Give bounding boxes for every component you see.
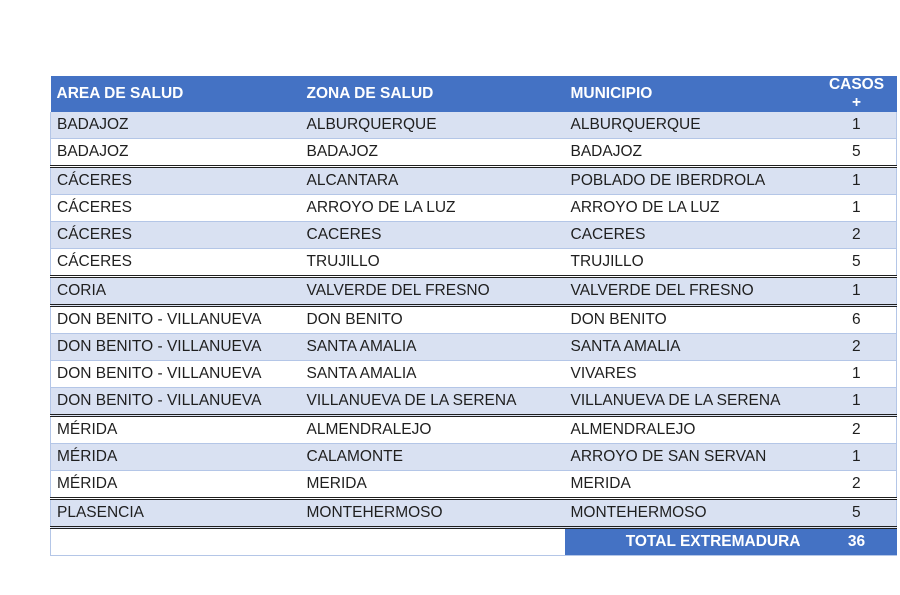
cell-casos: 1 [817, 361, 897, 388]
cell-municipio: TRUJILLO [565, 249, 817, 277]
cell-zona: ALBURQUERQUE [301, 112, 565, 139]
cell-area: BADAJOZ [51, 112, 301, 139]
cell-zona: ALCANTARA [301, 167, 565, 195]
cell-area: DON BENITO - VILLANUEVA [51, 388, 301, 416]
cell-zona: CALAMONTE [301, 444, 565, 471]
cell-area: CÁCERES [51, 195, 301, 222]
cell-zona: ARROYO DE LA LUZ [301, 195, 565, 222]
cell-area: MÉRIDA [51, 444, 301, 471]
cell-zona: SANTA AMALIA [301, 334, 565, 361]
cell-area: MÉRIDA [51, 416, 301, 444]
cell-area: MÉRIDA [51, 471, 301, 499]
cell-casos: 5 [817, 499, 897, 528]
cell-zona: ALMENDRALEJO [301, 416, 565, 444]
cell-zona: MERIDA [301, 471, 565, 499]
total-blank-cell [51, 528, 565, 556]
table-row [51, 167, 897, 195]
table-row [51, 388, 897, 416]
cell-area: DON BENITO - VILLANUEVA [51, 306, 301, 334]
cell-zona: CACERES [301, 222, 565, 249]
cell-zona: DON BENITO [301, 306, 565, 334]
table-row [51, 112, 897, 139]
cell-area: CORIA [51, 277, 301, 306]
total-row [51, 528, 897, 556]
table-row [51, 499, 897, 528]
table-row [51, 277, 897, 306]
cell-zona: BADAJOZ [301, 139, 565, 167]
cell-casos: 2 [817, 334, 897, 361]
cell-municipio: DON BENITO [565, 306, 817, 334]
cell-municipio: MONTEHERMOSO [565, 499, 817, 528]
table-row [51, 249, 897, 277]
table-row [51, 416, 897, 444]
table-row [51, 306, 897, 334]
table-row [51, 444, 897, 471]
cell-municipio: VALVERDE DEL FRESNO [565, 277, 817, 306]
table-header-row [51, 76, 897, 112]
cell-casos: 2 [817, 471, 897, 499]
cell-municipio: BADAJOZ [565, 139, 817, 167]
table-row [51, 139, 897, 167]
cell-municipio: ARROYO DE SAN SERVAN [565, 444, 817, 471]
table-row [51, 195, 897, 222]
cell-area: CÁCERES [51, 167, 301, 195]
header-area: AREA DE SALUD [51, 76, 301, 112]
cell-municipio: POBLADO DE IBERDROLA [565, 167, 817, 195]
cell-municipio: MERIDA [565, 471, 817, 499]
cell-casos: 1 [817, 444, 897, 471]
table-row [51, 471, 897, 499]
table-row [51, 361, 897, 388]
cell-municipio: SANTA AMALIA [565, 334, 817, 361]
table-row [51, 334, 897, 361]
cell-zona: MONTEHERMOSO [301, 499, 565, 528]
cell-area: CÁCERES [51, 249, 301, 277]
cell-area: DON BENITO - VILLANUEVA [51, 361, 301, 388]
cell-casos: 1 [817, 388, 897, 416]
cell-zona: SANTA AMALIA [301, 361, 565, 388]
header-casos: CASOS + [817, 76, 897, 112]
total-value: 36 [817, 528, 897, 556]
cell-zona: VALVERDE DEL FRESNO [301, 277, 565, 306]
cell-zona: TRUJILLO [301, 249, 565, 277]
cell-area: BADAJOZ [51, 139, 301, 167]
cell-casos: 6 [817, 306, 897, 334]
header-zona: ZONA DE SALUD [301, 76, 565, 112]
cell-casos: 1 [817, 195, 897, 222]
cell-municipio: CACERES [565, 222, 817, 249]
cell-casos: 1 [817, 167, 897, 195]
cases-table [50, 76, 897, 556]
cell-municipio: ALBURQUERQUE [565, 112, 817, 139]
cell-municipio: ALMENDRALEJO [565, 416, 817, 444]
cell-zona: VILLANUEVA DE LA SERENA [301, 388, 565, 416]
total-label: TOTAL EXTREMADURA [565, 528, 817, 556]
cell-municipio: VIVARES [565, 361, 817, 388]
cell-casos: 1 [817, 277, 897, 306]
table-row [51, 222, 897, 249]
header-municipio: MUNICIPIO [565, 76, 817, 112]
cell-casos: 5 [817, 139, 897, 167]
cell-area: CÁCERES [51, 222, 301, 249]
cell-casos: 2 [817, 222, 897, 249]
cell-area: PLASENCIA [51, 499, 301, 528]
cell-casos: 2 [817, 416, 897, 444]
cell-municipio: ARROYO DE LA LUZ [565, 195, 817, 222]
cell-casos: 5 [817, 249, 897, 277]
cell-area: DON BENITO - VILLANUEVA [51, 334, 301, 361]
cell-casos: 1 [817, 112, 897, 139]
cell-municipio: VILLANUEVA DE LA SERENA [565, 388, 817, 416]
cases-table-container [50, 76, 896, 556]
